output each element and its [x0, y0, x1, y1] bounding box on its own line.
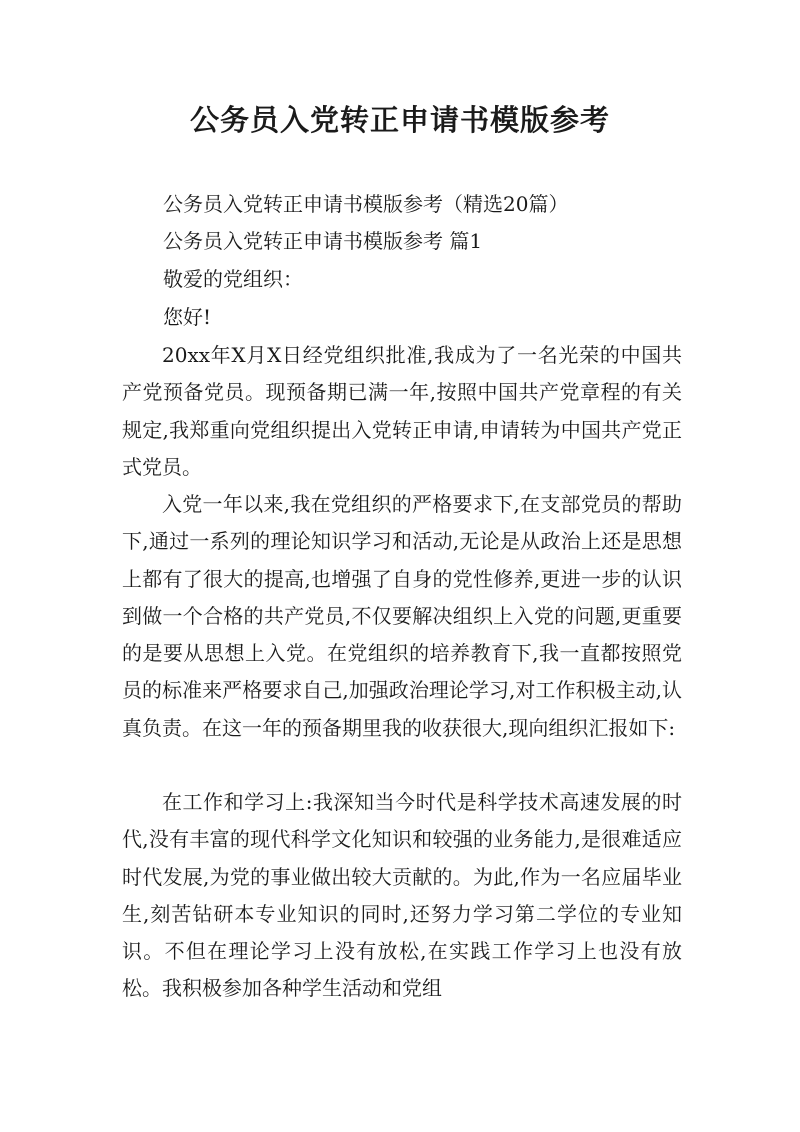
document-subtitle: 公务员入党转正申请书模版参考（精选20篇） — [163, 192, 569, 216]
salutation: 敬爱的党组织： — [163, 267, 303, 291]
document-title: 公务员入党转正申请书模版参考 — [189, 103, 610, 137]
body-paragraph: 20xx年X月X日经党组织批准,我成为了一名光荣的中国共产党预备党员。现预备期已满一年,按照中国共产党章程的有关规定,我郑重向党组织提出入党转正申请,申请转为中国共产党正式党员。 — [122, 343, 682, 479]
section-heading: 公务员入党转正申请书模版参考 篇1 — [163, 229, 483, 253]
greeting: 您好! — [163, 305, 212, 329]
body-paragraph: 在工作和学习上:我深知当今时代是科学技术高速发展的时代,没有丰富的现代科学文化知识和较强的业务能力,是很难适应时代发展,为党的事业做出较大贡献的。为此,作为一名应届毕业生,刻苦钻研本专业知识的同时,还努力学习第二学位的专业知识。不但在理论学习上没有放松,在实践工作学习上也没有放松。我积极参加各种学生活动和党组 — [122, 790, 682, 1001]
body-paragraph: 入党一年以来,我在党组织的严格要求下,在支部党员的帮助下,通过一系列的理论知识学习和活动,无论是从政治上还是思想上都有了很大的提高,也增强了自身的党性修养,更进一步的认识到做一个合格的共产党员,不仅要解决组织上入党的问题,更重要的是要从思想上入党。在党组织的培养教育下,我一直都按照党员的标准来严格要求自己,加强政治理论学习,对工作积极主动,认真负责。在这一年的预备期里我的收获很大,现向组织汇报如下: — [122, 492, 682, 740]
